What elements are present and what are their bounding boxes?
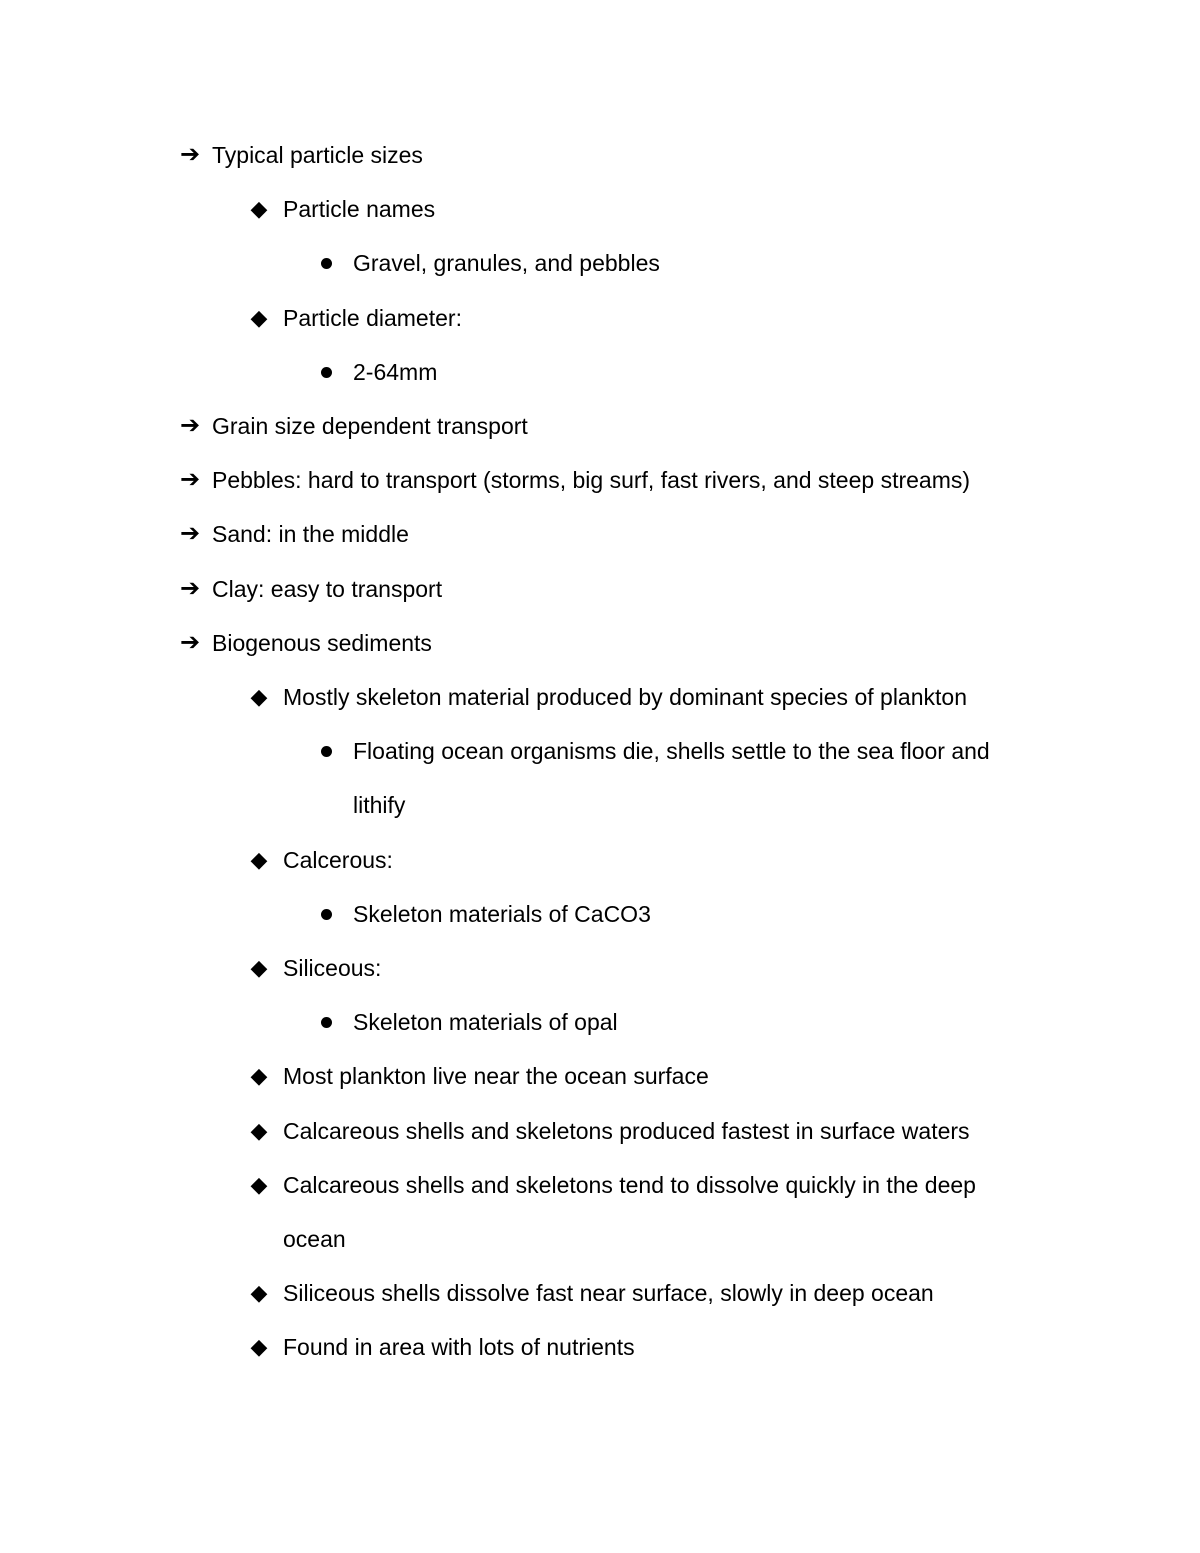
outline-item-text: Sand: in the middle xyxy=(212,521,409,547)
outline-item-level-1 xyxy=(179,507,409,561)
outline-item-text: 2-64mm xyxy=(353,359,438,385)
dot-bullet-icon xyxy=(317,995,335,1049)
outline-item-level-2 xyxy=(250,833,393,887)
diamond-bullet-icon: ◆ xyxy=(250,1172,268,1197)
outline-item-level-2 xyxy=(250,182,436,236)
outline-item-text: Siliceous: xyxy=(283,955,382,981)
diamond-bullet-icon: ◆ xyxy=(250,847,268,872)
outline-item-text: Calcerous: xyxy=(283,847,393,873)
outline-item-level-2 xyxy=(250,1158,976,1212)
outline-item-text: lithify xyxy=(353,792,406,818)
outline-item-text: ocean xyxy=(283,1226,346,1252)
outline-item-text: Found in area with lots of nutrients xyxy=(283,1334,635,1360)
diamond-bullet-icon: ◆ xyxy=(250,196,268,221)
arrow-bullet-icon: ➔ xyxy=(179,520,201,547)
diamond-bullet-icon: ◆ xyxy=(250,955,268,980)
outline-item-text: Clay: easy to transport xyxy=(212,576,443,602)
diamond-bullet-icon: ◆ xyxy=(250,684,268,709)
dot-bullet-icon xyxy=(317,887,335,941)
dot-bullet-icon xyxy=(317,724,335,778)
outline-item-text: Biogenous sediments xyxy=(212,630,432,656)
outline-item-text: Gravel, granules, and pebbles xyxy=(353,250,660,276)
diamond-bullet-icon: ◆ xyxy=(250,1280,268,1305)
arrow-bullet-icon: ➔ xyxy=(179,412,201,439)
outline-item-text: Skeleton materials of opal xyxy=(353,1009,618,1035)
outline-item-level-3 xyxy=(353,995,618,1049)
dot-bullet-icon xyxy=(317,345,335,399)
outline-item-text: Particle names xyxy=(283,196,436,222)
outline-item-level-1 xyxy=(179,562,443,616)
outline-item-continuation xyxy=(353,778,405,832)
outline-item-level-2 xyxy=(250,1049,709,1103)
outline-item-level-3 xyxy=(353,236,660,290)
outline-item-level-2 xyxy=(250,670,967,724)
outline-item-text: Most plankton live near the ocean surface xyxy=(283,1063,709,1089)
outline-item-level-1 xyxy=(179,616,432,670)
outline-item-level-2 xyxy=(250,1266,934,1320)
outline-item-level-1 xyxy=(179,399,528,453)
outline-item-text: Grain size dependent transport xyxy=(212,413,528,439)
outline-item-level-3 xyxy=(353,887,651,941)
outline-item-text: Mostly skeleton material produced by dominant species of plankton xyxy=(283,684,967,710)
outline-item-text: Calcareous shells and skeletons produced fastest in surface waters xyxy=(283,1118,970,1144)
outline-item-text: Siliceous shells dissolve fast near surface, slowly in deep ocean xyxy=(283,1280,934,1306)
outline-item-text: Particle diameter: xyxy=(283,305,462,331)
diamond-bullet-icon: ◆ xyxy=(250,1334,268,1359)
outline-item-level-3 xyxy=(353,345,437,399)
outline-item-text: Pebbles: hard to transport (storms, big surf, fast rivers, and steep streams) xyxy=(212,467,971,493)
dot-bullet-icon xyxy=(317,236,335,290)
outline-item-text: Skeleton materials of CaCO3 xyxy=(353,901,651,927)
outline-item-continuation xyxy=(283,1212,346,1266)
outline-item-text: Calcareous shells and skeletons tend to dissolve quickly in the deep xyxy=(283,1172,976,1198)
outline-item-text: Floating ocean organisms die, shells settle to the sea floor and xyxy=(353,738,990,764)
outline-item-level-2 xyxy=(250,291,462,345)
outline-item-level-2 xyxy=(250,1320,635,1374)
arrow-bullet-icon: ➔ xyxy=(179,141,201,168)
arrow-bullet-icon: ➔ xyxy=(179,466,201,493)
diamond-bullet-icon: ◆ xyxy=(250,305,268,330)
outline-item-level-1 xyxy=(179,453,971,507)
outline-item-level-2 xyxy=(250,941,382,995)
outline-item-level-1 xyxy=(179,128,423,182)
diamond-bullet-icon: ◆ xyxy=(250,1063,268,1088)
outline-item-level-3 xyxy=(353,724,990,778)
outline-item-level-2 xyxy=(250,1104,970,1158)
outline-item-text: Typical particle sizes xyxy=(212,142,423,168)
arrow-bullet-icon: ➔ xyxy=(179,575,201,602)
diamond-bullet-icon: ◆ xyxy=(250,1118,268,1143)
arrow-bullet-icon: ➔ xyxy=(179,629,201,656)
